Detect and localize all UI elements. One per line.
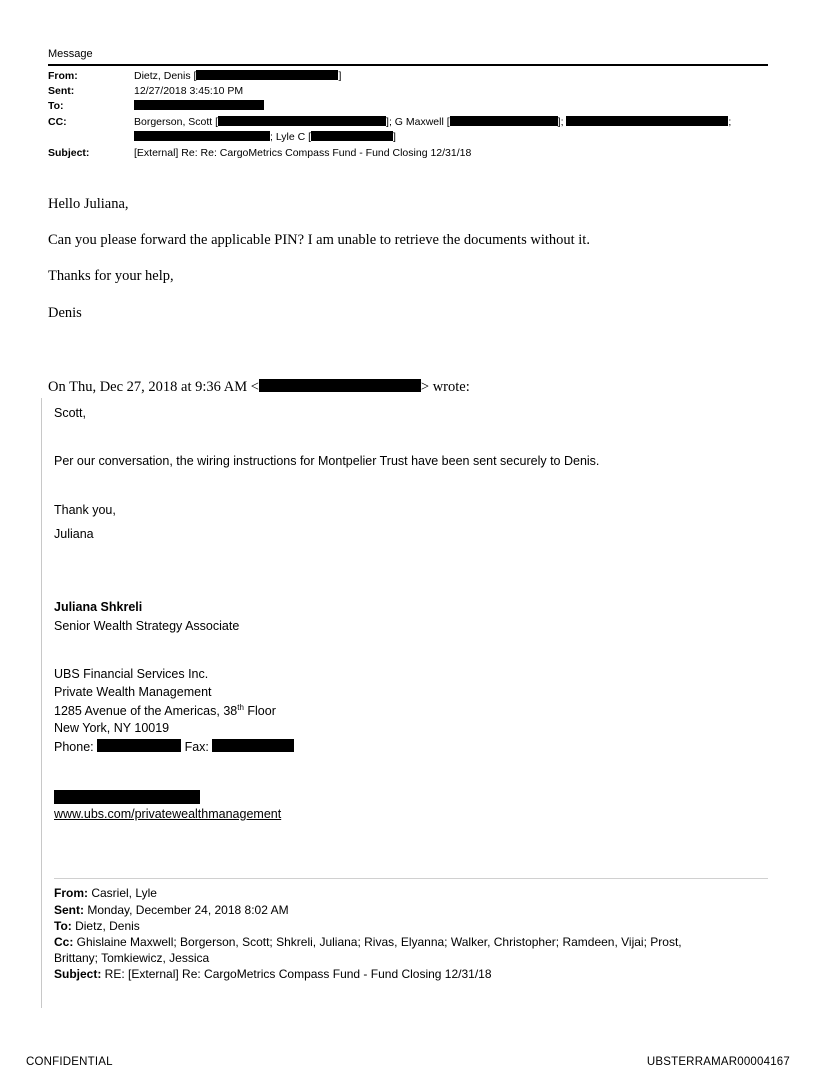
cc-label: CC: <box>48 116 67 128</box>
redaction-box <box>218 116 386 126</box>
redaction-box <box>212 739 294 752</box>
signature-title: Senior Wealth Strategy Associate <box>54 619 240 633</box>
from-value: Dietz, Denis [ ] <box>134 70 342 82</box>
signature-address: 1285 Avenue of the Americas, 38th Floor <box>54 703 276 719</box>
header-subject-row <box>48 147 471 159</box>
signature-name: Juliana Shkreli <box>54 600 143 614</box>
redaction-box <box>450 116 558 126</box>
reply-thanks: Thanks for your help, <box>48 268 174 284</box>
quoted-salutation: Scott, <box>54 406 86 420</box>
header-sent-row <box>48 85 243 97</box>
redacted-link-underline <box>54 803 200 804</box>
sent-label: Sent: <box>48 85 75 97</box>
header-cc-row <box>48 116 731 128</box>
redaction-box <box>134 131 270 141</box>
fwd-sent-row: Sent: Monday, December 24, 2018 8:02 AM <box>54 903 289 917</box>
quote-bar <box>41 398 42 1008</box>
redaction-box <box>311 131 393 141</box>
header-to-row <box>48 100 264 112</box>
confidential-label: CONFIDENTIAL <box>26 1056 113 1068</box>
to-label: To: <box>48 100 64 112</box>
bates-number: UBSTERRAMAR00004167 <box>646 1056 790 1068</box>
header-divider <box>48 64 768 66</box>
subject-label: Subject: <box>48 147 90 159</box>
forward-divider <box>54 878 768 879</box>
redaction-box <box>134 100 264 110</box>
signature-phone-fax: Phone: Fax: <box>54 739 294 754</box>
ubs-url-link[interactable]: www.ubs.com/privatewealthmanagement <box>54 807 282 821</box>
signature-division: Private Wealth Management <box>54 685 212 699</box>
cc-value-line1: Borgerson, Scott [ ]; G Maxwell [ ]; ; <box>134 116 732 128</box>
fwd-from-row: From: Casriel, Lyle <box>54 886 157 900</box>
fwd-cc-row-continued: Brittany; Tomkiewicz, Jessica <box>54 951 210 965</box>
quoted-intro: On Thu, Dec 27, 2018 at 9:36 AM < > wrote: <box>48 379 470 395</box>
cc-value-line2: ; Lyle C [ ] <box>134 131 396 143</box>
fwd-subject-row: Subject: RE: [External] Re: CargoMetrics Compass Fund - Fund Closing 12/31/18 <box>54 967 492 981</box>
from-label: From: <box>48 70 78 82</box>
signature-city: New York, NY 10019 <box>54 721 170 735</box>
reply-greeting: Hello Juliana, <box>48 196 129 212</box>
quoted-thank-you: Thank you, <box>54 503 116 517</box>
message-label: Message <box>48 48 93 60</box>
fwd-to-row: To: Dietz, Denis <box>54 919 140 933</box>
to-value <box>134 100 264 112</box>
redaction-box <box>259 379 421 392</box>
reply-body: Can you please forward the applicable PIN? I am unable to retrieve the documents without it. <box>48 232 590 248</box>
redaction-box <box>97 739 181 752</box>
redaction-box <box>566 116 728 126</box>
header-from-row <box>48 70 341 82</box>
redaction-box <box>196 70 338 80</box>
quoted-name: Juliana <box>54 527 94 541</box>
signature-company: UBS Financial Services Inc. <box>54 667 209 681</box>
subject-value: [External] Re: Re: CargoMetrics Compass Fund - Fund Closing 12/31/18 <box>134 147 472 159</box>
redacted-email-link <box>54 790 200 803</box>
reply-signoff: Denis <box>48 305 82 321</box>
sent-value: 12/27/2018 3:45:10 PM <box>134 85 244 97</box>
fwd-cc-row: Cc: Ghislaine Maxwell; Borgerson, Scott; Shkreli, Juliana; Rivas, Elyanna; Walker, Christopher; Ramdeen, Vijai; Prost, <box>54 935 682 949</box>
quoted-body: Per our conversation, the wiring instructions for Montpelier Trust have been sent securely to Denis. <box>54 454 600 468</box>
